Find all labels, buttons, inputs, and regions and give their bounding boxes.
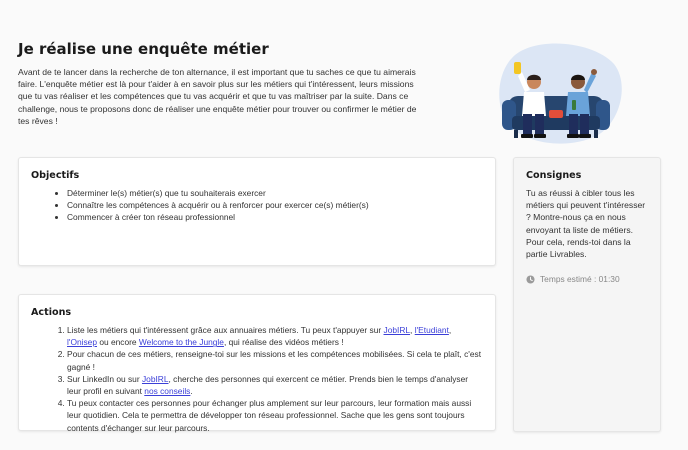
jobirl-link[interactable]: JobIRL: [383, 325, 411, 335]
text: ou encore: [97, 337, 139, 348]
estimated-time-label: Temps estimé : 01:30: [540, 274, 620, 285]
text: .: [190, 386, 193, 397]
consignes-text: Tu as réussi à cibler tous les métiers qui peuvent t'intéresser ? Montre-nous ça en nous envoyant ta liste de métiers. Pour cela, rends-toi dans la partie Livrables.: [526, 188, 646, 260]
list-item: 4. Tu peux contacter ces personnes pour échanger plus amplement sur leur parcours, leur formation mais aussi leur quotidien. Cela te permettra de développer ton réseau professionnel. Sache que les gens sont toujours contents d'échanger sur leur parcours.: [67, 397, 483, 434]
list-item: [67, 324, 483, 348]
text: , cherche des personnes qui exercent ce métier. Prends bien le temps d'analyser leur profil en suivant: [67, 373, 469, 397]
objectifs-card: [18, 157, 496, 266]
actions-title: Actions: [31, 307, 72, 318]
objectifs-title: Objectifs: [31, 170, 80, 181]
intro-text: Avant de te lancer dans la recherche de ton alternance, il est important que tu saches ce que tu aimerais faire. L'enquête métier est là pour t'aider à en savoir plus sur les métiers qui t'intéressent, leurs missions que tu vas réaliser et les compétences que tu vas acquérir et que tu vas maîtriser par la suite. Dans ce challenge, nous te proposons donc de réaliser une enquête métier pour trouver ou confirmer le métier de tes rêves !: [18, 67, 417, 126]
text: , qui réalise des vidéos métiers !: [223, 337, 344, 348]
list-item: 2. Pour chacun de ces métiers, renseigne-toi sur les missions et les compétences mobilisées. Si cela te plaît, c'est gagné !: [67, 348, 483, 372]
page-header: [18, 40, 428, 127]
jobirl-link[interactable]: JobIRL: [141, 373, 169, 384]
letudiant-link[interactable]: l'Etudiant: [414, 325, 449, 335]
text: Liste les métiers qui t'intéressent grâce aux annuaires métiers. Tu peux t'appuyer sur: [67, 325, 384, 335]
page-title: Je réalise une enquête métier: [18, 40, 269, 58]
fans-on-sofa-illustration: [492, 40, 624, 150]
text: ,: [448, 325, 452, 335]
estimated-time: [526, 274, 648, 284]
text: Sur LinkedIn ou sur: [67, 373, 142, 384]
clock-icon: [526, 275, 535, 284]
consignes-title: Consignes: [526, 170, 582, 181]
list-item: • Déterminer le(s) métier(s) que tu souhaiterais exercer: [67, 187, 483, 199]
nos-conseils-link[interactable]: nos conseils: [144, 386, 191, 397]
text: ,: [410, 325, 415, 335]
list-item: [67, 373, 483, 397]
list-item: • Commencer à créer ton réseau professionnel: [67, 211, 483, 223]
consignes-card: [513, 157, 661, 432]
onisep-link[interactable]: l'Onisep: [67, 337, 97, 348]
welcome-to-the-jungle-link[interactable]: Welcome to the Jungle: [138, 337, 224, 348]
actions-card: [18, 294, 496, 431]
list-item: • Connaître les compétences à acquérir ou à renforcer pour exercer ce(s) métier(s): [67, 199, 483, 211]
objectifs-list: [31, 187, 483, 223]
actions-list: [31, 324, 483, 434]
